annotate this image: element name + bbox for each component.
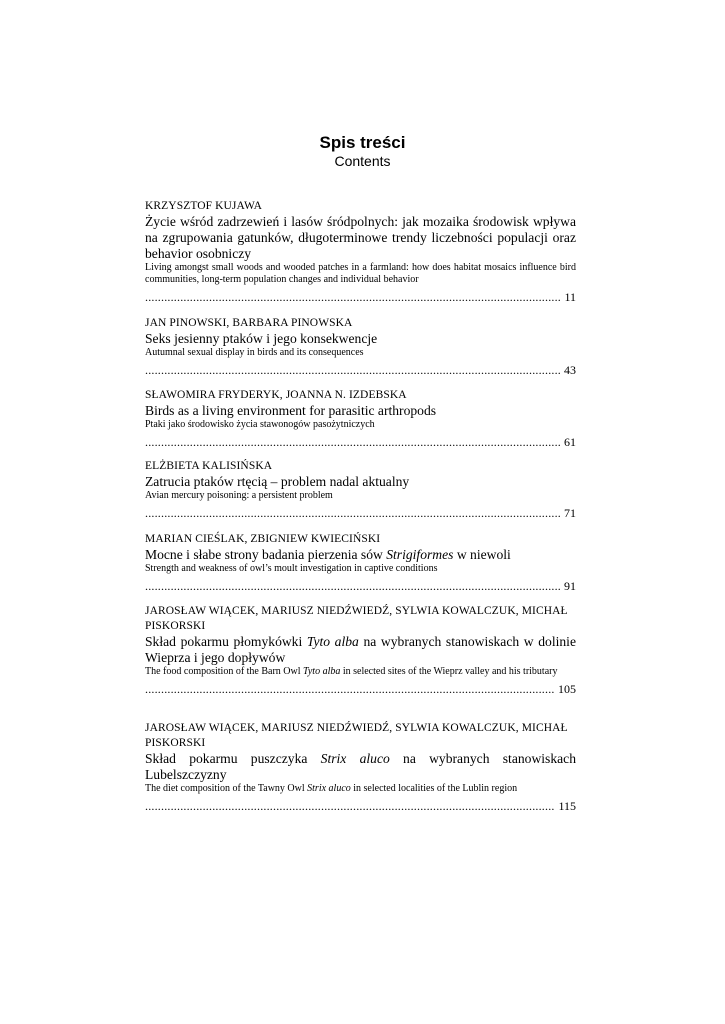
title-text: The diet composition of the Tawny Owl (145, 783, 308, 794)
heading-title-pl: Spis treści (319, 133, 406, 152)
toc-entry-5 (145, 532, 576, 594)
entry-leader (145, 434, 576, 450)
entry-page-number[interactable]: 105 (558, 682, 576, 696)
title-text: in selected localities of the Lublin region (350, 783, 518, 794)
entry-title-en (145, 666, 576, 678)
title-text: na wybranych stanowiskach Lubelszczyzny (145, 751, 576, 782)
toc-entry-1 (145, 199, 576, 305)
entry-authors: SŁAWOMIRA FRYDERYK, JOANNA N. IZDEBSKA (145, 389, 407, 401)
entry-leader (145, 505, 576, 521)
entry-authors: ELŻBIETA KALISIŃSKA (145, 460, 273, 472)
entry-title-pl (145, 547, 576, 563)
entry-leader (145, 362, 576, 378)
heading-title-en: Contents (334, 153, 391, 169)
entry-page-number[interactable]: 71 (564, 506, 576, 520)
entry-page-number[interactable]: 43 (564, 363, 576, 377)
entry-leader (145, 289, 576, 305)
entry-title-pl: Seks jesienny ptaków i jego konsekwencje (145, 331, 378, 346)
dot-leader (145, 362, 560, 378)
title-text: na wybranych stanowiskach w dolinie Wieprza i jego dopływów (145, 634, 576, 665)
entry-title-en: Ptaki jako środowisko życia stawonogów pasożytniczych (145, 419, 375, 430)
title-text: Skład pokarmu puszczyka (145, 751, 321, 766)
toc-entry-7 (145, 721, 576, 814)
title-text: w niewoli (453, 547, 511, 562)
species-name: Strix aluco (307, 783, 351, 794)
entry-leader (145, 578, 576, 594)
entry-authors: KRZYSZTOF KUJAWA (145, 200, 263, 212)
title-text: Skład pokarmu płomykówki (145, 634, 307, 649)
entry-title-en: Strength and weakness of owl’s moult investigation in captive conditions (145, 563, 438, 574)
title-text: The food composition of the Barn Owl (145, 666, 304, 677)
entry-page-number[interactable]: 115 (558, 799, 576, 813)
entry-leader (145, 798, 576, 814)
toc-entry-2 (145, 316, 576, 378)
entry-title-en: Autumnal sexual display in birds and its consequences (145, 347, 364, 358)
dot-leader (145, 681, 554, 697)
species-name: Strix aluco (320, 751, 390, 766)
dot-leader (145, 289, 560, 305)
entry-title-pl: Życie wśród zadrzewień i lasów śródpolnych: jak mozaika środowisk wpływa na zgrupowania gatunków, długoterminowe trendy liczebności populacji oraz behavior osobniczy (145, 214, 576, 261)
title-text: Mocne i słabe strony badania pierzenia sów (145, 547, 387, 562)
entry-authors: JAROSŁAW WIĄCEK, MARIUSZ NIEDŹWIEDŹ, SYLWIA KOWALCZUK, MICHAŁ PISKORSKI (145, 722, 568, 749)
entry-leader (145, 681, 576, 697)
entry-title-pl: Birds as a living environment for parasitic arthropods (145, 403, 437, 418)
toc-entry-6 (145, 604, 576, 697)
entry-title-pl (145, 634, 576, 666)
dot-leader (145, 798, 554, 814)
dot-leader (145, 434, 560, 450)
dot-leader (145, 505, 560, 521)
entry-title-en: Living amongst small woods and wooded patches in a farmland: how does habitat mosaics influence bird communities, long-term population changes and individual behavior (145, 262, 576, 285)
species-name: Tyto alba (306, 634, 359, 649)
dot-leader (145, 578, 560, 594)
entry-authors: JAROSŁAW WIĄCEK, MARIUSZ NIEDŹWIEDŹ, SYLWIA KOWALCZUK, MICHAŁ PISKORSKI (145, 605, 568, 632)
entry-title-en (145, 783, 576, 795)
species-name: Strigiformes (386, 547, 454, 562)
title-text: in selected sites of the Wieprz valley and his tributary (340, 666, 558, 677)
entry-page-number[interactable]: 61 (564, 435, 576, 449)
species-name: Tyto alba (303, 666, 341, 677)
entry-authors: JAN PINOWSKI, BARBARA PINOWSKA (145, 317, 353, 329)
entry-title-pl: Zatrucia ptaków rtęcią – problem nadal aktualny (145, 474, 410, 489)
toc-entry-3 (145, 388, 576, 450)
entry-page-number[interactable]: 11 (564, 290, 576, 304)
entry-page-number[interactable]: 91 (564, 579, 576, 593)
entry-title-en: Avian mercury poisoning: a persistent problem (145, 490, 333, 501)
entry-authors: MARIAN CIEŚLAK, ZBIGNIEW KWIECIŃSKI (145, 533, 381, 545)
toc-entry-4 (145, 459, 576, 521)
entry-title-pl (145, 751, 576, 783)
contents-heading (0, 133, 725, 169)
